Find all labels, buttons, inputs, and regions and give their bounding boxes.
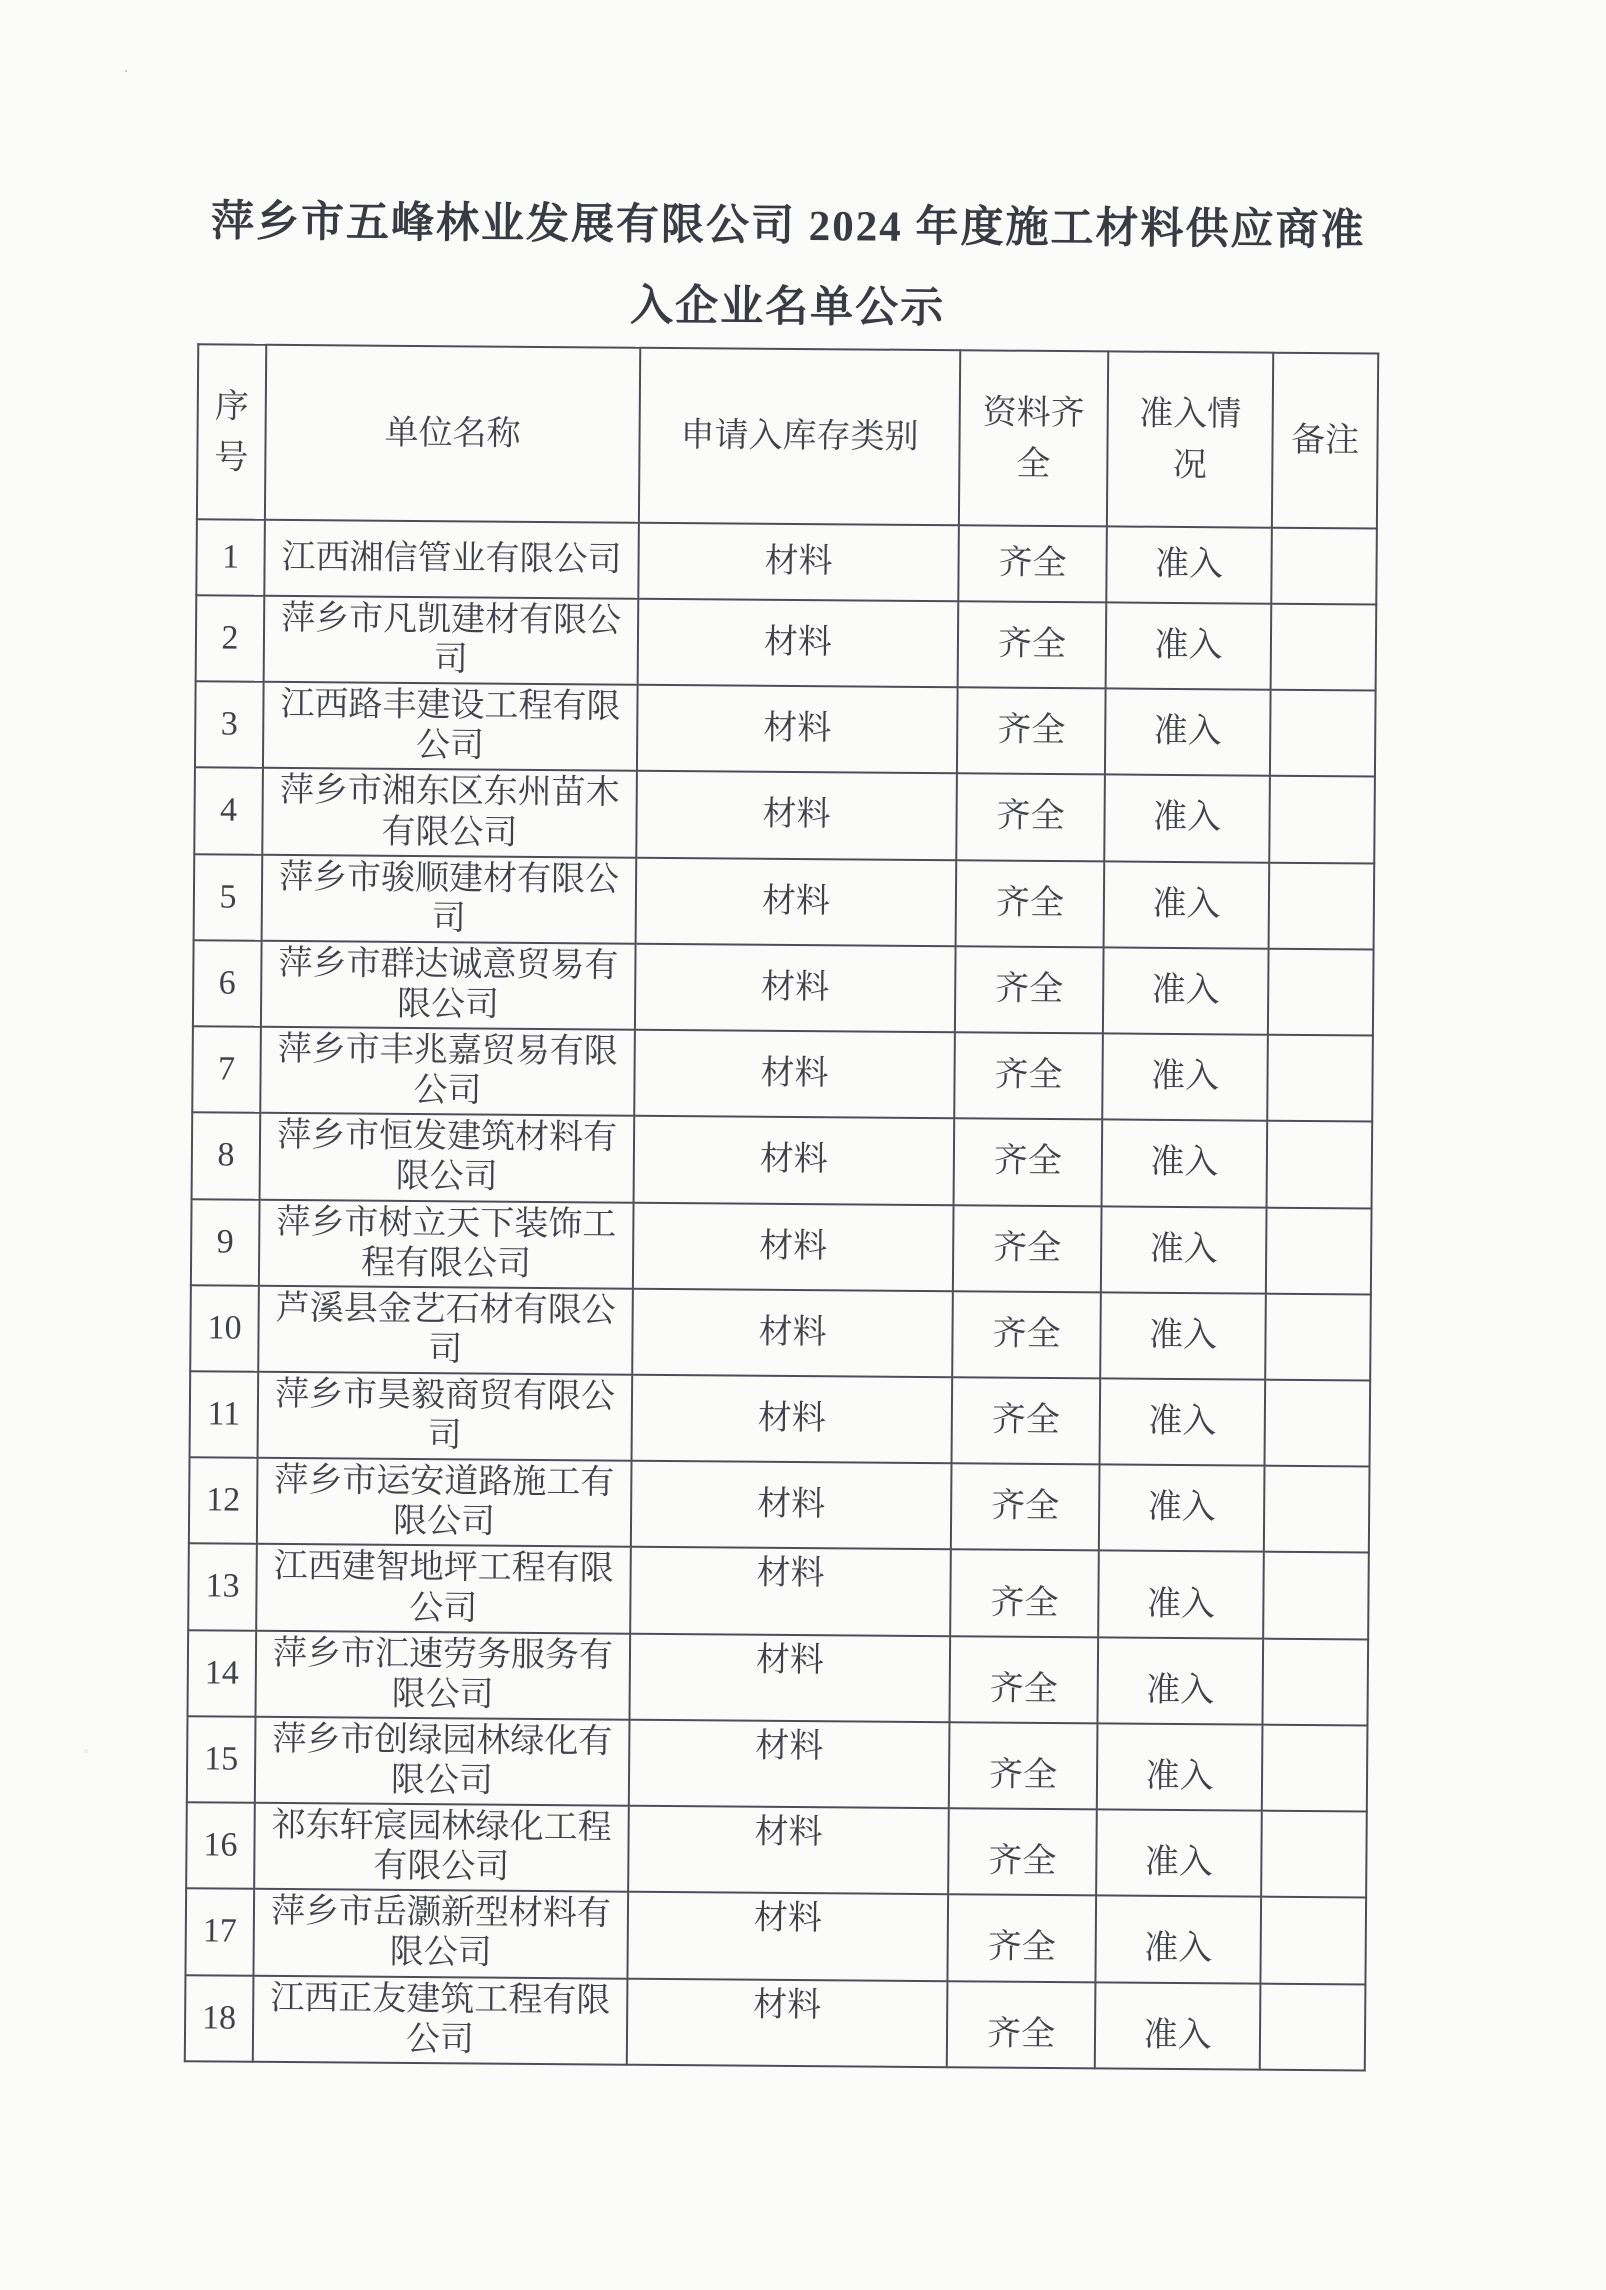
- cell-company: 萍乡市树立天下装饰工程有限公司: [259, 1199, 634, 1288]
- cell-complete: 齐全: [955, 946, 1104, 1033]
- cell-complete: 齐全: [958, 601, 1107, 688]
- cell-category: 材料: [638, 599, 959, 688]
- cell-company: 萍乡市岳灏新型材料有限公司: [253, 1889, 628, 1978]
- cell-complete: 齐全: [952, 1291, 1101, 1378]
- cell-admission: 准入: [1104, 861, 1270, 949]
- cell-category: 材料: [629, 1720, 950, 1809]
- cell-no: 5: [194, 854, 263, 941]
- page-title-line2: 入企业名单公示: [629, 282, 946, 333]
- cell-admission: 准入: [1100, 1292, 1266, 1380]
- cell-complete: 齐全: [956, 860, 1105, 947]
- cell-remark: [1266, 1207, 1372, 1294]
- cell-remark: [1270, 690, 1376, 777]
- cell-company: 江西正友建筑工程有限公司: [253, 1975, 628, 2064]
- cell-category: 材料: [630, 1547, 951, 1636]
- cell-no: 2: [196, 595, 265, 682]
- cell-category: 材料: [629, 1633, 950, 1722]
- cell-complete: 齐全: [950, 1550, 1099, 1637]
- cell-complete: 齐全: [949, 1636, 1098, 1723]
- cell-no: 13: [188, 1544, 257, 1631]
- cell-company: 萍乡市运安道路施工有限公司: [257, 1458, 632, 1547]
- page-title: [197, 200, 1378, 333]
- table-row: [195, 681, 1376, 776]
- cell-remark: [1269, 862, 1375, 949]
- cell-no: 7: [192, 1026, 261, 1113]
- cell-complete: 齐全: [958, 525, 1107, 602]
- cell-remark: [1267, 1035, 1373, 1122]
- table-row: [190, 1371, 1371, 1466]
- cell-no: 18: [185, 1975, 254, 2062]
- cell-company: 萍乡市凡凯建材有限公司: [264, 596, 639, 685]
- cell-complete: 齐全: [952, 1377, 1101, 1464]
- cell-remark: [1267, 1121, 1373, 1208]
- cell-remark: [1260, 1983, 1366, 2070]
- cell-category: 材料: [633, 1202, 954, 1291]
- cell-complete: 齐全: [957, 687, 1106, 774]
- cell-admission: 准入: [1104, 775, 1270, 863]
- cell-remark: [1265, 1380, 1371, 1467]
- cell-admission: 准入: [1102, 1033, 1268, 1121]
- cell-complete: 齐全: [949, 1722, 1098, 1809]
- cell-category: 材料: [638, 523, 959, 602]
- cell-company: 江西路丰建设工程有限公司: [263, 682, 638, 771]
- cell-company: 萍乡市汇速劳务服务有限公司: [256, 1630, 631, 1719]
- cell-no: 9: [191, 1199, 260, 1286]
- cell-no: 14: [188, 1630, 257, 1717]
- cell-complete: 齐全: [956, 774, 1105, 861]
- cell-category: 材料: [634, 1116, 955, 1205]
- cell-company: 萍乡市丰兆嘉贸易有限公司: [260, 1027, 635, 1116]
- page-title-line1: 萍乡市五峰林业发展有限公司 2024 年度施工材料供应商准: [210, 198, 1366, 255]
- cell-no: 16: [186, 1802, 255, 1889]
- table-row: [185, 1888, 1366, 1983]
- cell-remark: [1263, 1552, 1369, 1639]
- cell-no: 17: [185, 1888, 254, 1975]
- cell-category: 材料: [636, 771, 957, 860]
- cell-complete: 齐全: [953, 1205, 1102, 1292]
- table-row: [189, 1457, 1370, 1552]
- cell-category: 材料: [637, 685, 958, 774]
- table-row: [192, 1113, 1373, 1208]
- cell-admission: 准入: [1095, 1982, 1261, 2070]
- header-row: [197, 344, 1378, 528]
- cell-category: 材料: [635, 944, 956, 1033]
- table-row: [194, 768, 1375, 863]
- cell-remark: [1262, 1638, 1368, 1725]
- table-row: [192, 1026, 1373, 1121]
- cell-category: 材料: [632, 1375, 953, 1464]
- cell-company: 萍乡市湘东区东州苗木有限公司: [262, 768, 637, 857]
- cell-remark: [1269, 776, 1375, 863]
- cell-admission: 准入: [1095, 1896, 1261, 1984]
- header-cell-index: 序号: [197, 344, 266, 520]
- table-row: [194, 854, 1375, 949]
- cell-category: 材料: [632, 1288, 953, 1377]
- cell-admission: 准入: [1097, 1637, 1263, 1725]
- cell-company: 萍乡市昊毅商贸有限公司: [258, 1372, 633, 1461]
- cell-complete: 齐全: [947, 1981, 1096, 2068]
- cell-admission: 准入: [1106, 602, 1272, 690]
- cell-remark: [1262, 1725, 1368, 1812]
- cell-no: 11: [190, 1371, 259, 1458]
- cell-admission: 准入: [1106, 526, 1272, 603]
- cell-complete: 齐全: [954, 1119, 1103, 1206]
- table-row: [196, 519, 1377, 604]
- cell-no: 4: [194, 768, 263, 855]
- cell-no: 3: [195, 681, 264, 768]
- cell-no: 12: [189, 1457, 258, 1544]
- cell-category: 材料: [634, 1030, 955, 1119]
- header-cell-company: 单位名称: [265, 345, 640, 523]
- table-row: [191, 1199, 1372, 1294]
- suppliers-table: [184, 343, 1379, 2071]
- cell-admission: 准入: [1096, 1809, 1262, 1897]
- header-cell-complete: 资料齐全: [959, 350, 1108, 526]
- cell-category: 材料: [636, 857, 957, 946]
- cell-remark: [1260, 1897, 1366, 1984]
- cell-admission: 准入: [1105, 689, 1271, 777]
- cell-category: 材料: [627, 1978, 948, 2067]
- cell-no: 15: [187, 1716, 256, 1803]
- table-row: [196, 595, 1377, 690]
- cell-admission: 准入: [1101, 1206, 1267, 1294]
- table-row: [188, 1544, 1369, 1639]
- cell-no: 6: [193, 940, 262, 1027]
- cell-remark: [1268, 949, 1374, 1036]
- table-row: [193, 940, 1374, 1035]
- cell-company: 芦溪县金艺石材有限公司: [258, 1286, 633, 1375]
- cell-complete: 齐全: [954, 1032, 1103, 1119]
- cell-no: 1: [196, 519, 265, 596]
- cell-company: 萍乡市创绿园林绿化有限公司: [255, 1717, 630, 1806]
- cell-no: 8: [192, 1113, 261, 1200]
- cell-company: 萍乡市群达诚意贸易有限公司: [261, 941, 636, 1030]
- cell-company: 萍乡市恒发建筑材料有限公司: [260, 1113, 635, 1202]
- cell-admission: 准入: [1099, 1465, 1265, 1553]
- cell-category: 材料: [631, 1461, 952, 1550]
- cell-category: 材料: [627, 1892, 948, 1981]
- cell-company: 祁东轩宸园林绿化工程有限公司: [254, 1803, 629, 1892]
- table-row: [186, 1802, 1367, 1897]
- cell-remark: [1264, 1466, 1370, 1553]
- table-row: [188, 1630, 1369, 1725]
- cell-complete: 齐全: [948, 1808, 1097, 1895]
- cell-no: 10: [190, 1285, 259, 1372]
- cell-admission: 准入: [1098, 1551, 1264, 1639]
- cell-admission: 准入: [1102, 1120, 1268, 1208]
- cell-company: 江西湘信管业有限公司: [264, 520, 639, 599]
- header-cell-admission: 准入情况: [1107, 351, 1273, 527]
- cell-remark: [1265, 1293, 1371, 1380]
- cell-admission: 准入: [1100, 1378, 1266, 1466]
- table-row: [190, 1285, 1371, 1380]
- header-cell-remark: 备注: [1272, 353, 1378, 529]
- cell-category: 材料: [628, 1806, 949, 1895]
- cell-remark: [1261, 1811, 1367, 1898]
- cell-complete: 齐全: [947, 1894, 1096, 1981]
- cell-company: 萍乡市骏顺建材有限公司: [262, 854, 637, 943]
- cell-remark: [1271, 528, 1377, 605]
- header-cell-category: 申请入库存类别: [639, 348, 960, 526]
- table-row: [185, 1975, 1366, 2070]
- cell-remark: [1271, 604, 1377, 691]
- cell-admission: 准入: [1103, 947, 1269, 1035]
- cell-complete: 齐全: [951, 1463, 1100, 1550]
- cell-admission: 准入: [1097, 1723, 1263, 1811]
- table-row: [187, 1716, 1368, 1811]
- cell-company: 江西建智地坪工程有限公司: [256, 1544, 631, 1633]
